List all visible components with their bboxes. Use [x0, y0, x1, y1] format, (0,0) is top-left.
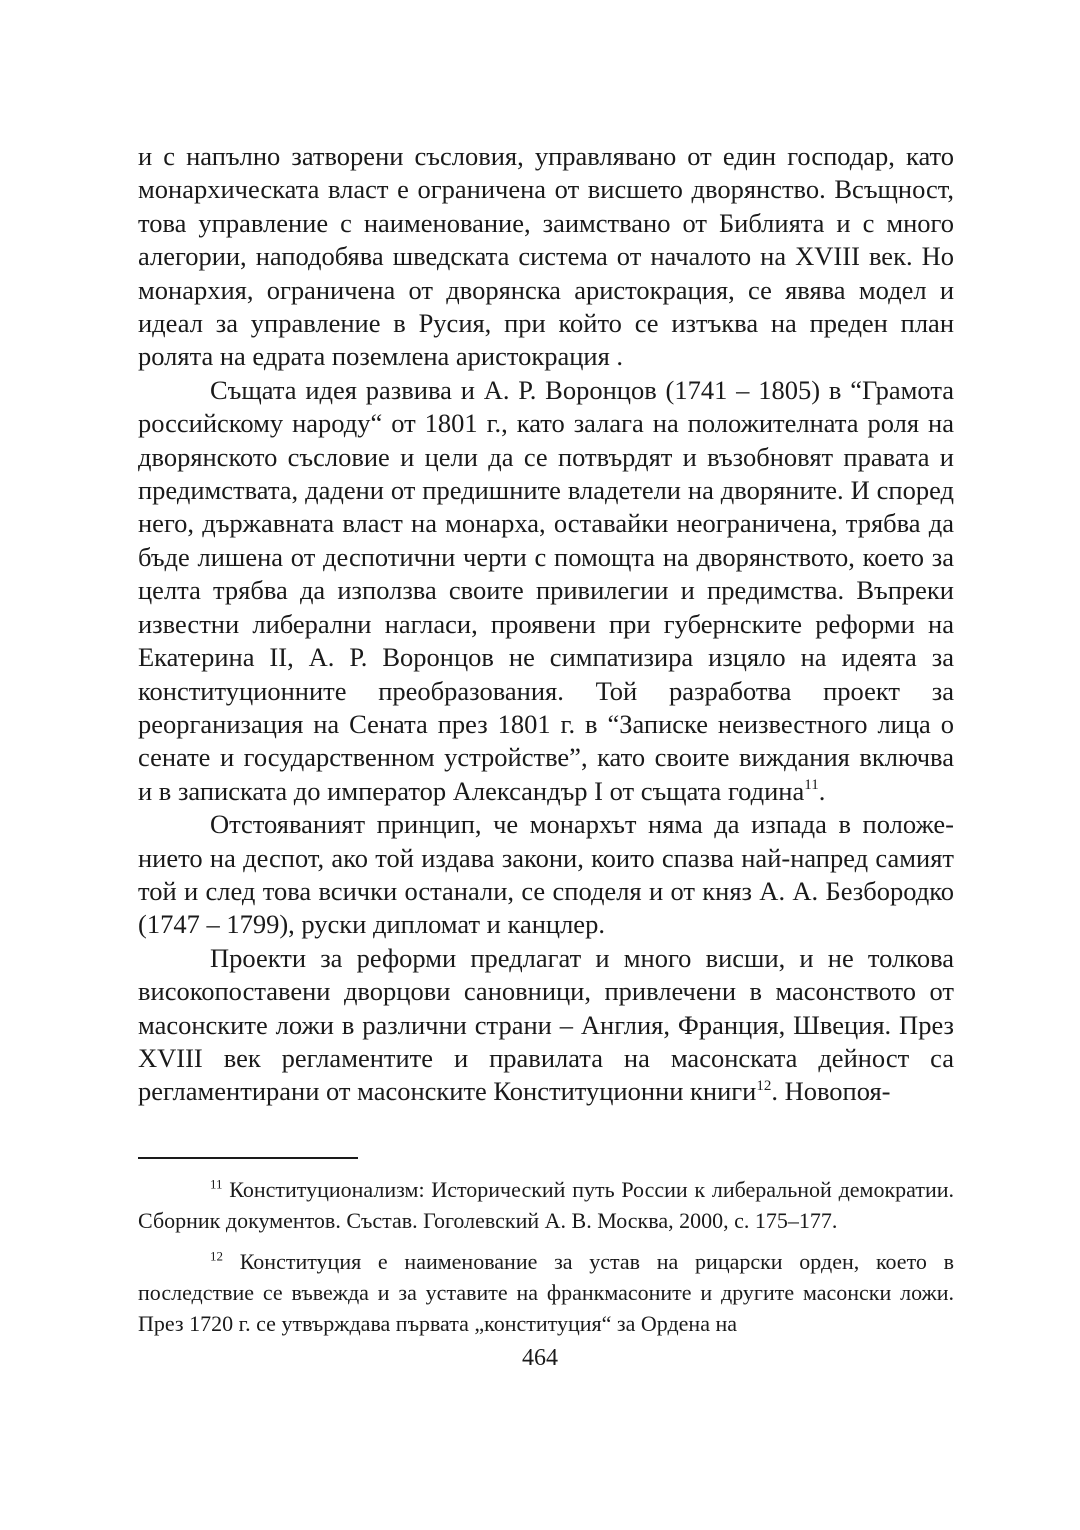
footnote-ref-12[interactable]: 12 [756, 1077, 772, 1094]
footnote-ref-11[interactable]: 11 [804, 776, 819, 793]
paragraph-4-end: . Новопоя- [771, 1076, 891, 1107]
page-number: 464 [522, 1345, 558, 1371]
footnote-11 [138, 1174, 954, 1236]
body-text [138, 140, 954, 1109]
footnote-12 [138, 1246, 954, 1339]
paragraph-1 [138, 140, 954, 374]
footnote-11-number: 11 [210, 1176, 223, 1192]
paragraph-2 [138, 374, 954, 808]
paragraph-4-text: Проекти за реформи предлагат и много висши, и не толкова високопоставени дворцови сановници, привлечени в масонството от масонските ложи в различни страни – Англия, Франция, Швеция. През XVIII век регламентите и правилата на масонската дейност са регламентирани от масонските Конституционни книги [138, 942, 954, 1107]
footnote-12-number: 12 [210, 1248, 223, 1264]
footnote-12-text: Конституция е наименование за устав на рицарски орден, което в последствие се въвежда и за уставите на франкмасоните и другите масонски ложи. През 1720 г. се утвърждава първата „конституция“ за Ордена на [138, 1249, 954, 1336]
footnotes [138, 1174, 954, 1349]
footnote-11-text: Конституционализм: Исторический путь России к либеральной демократии. Сборник документов. Състав. Гоголевский А. В. Москва, 2000, с. 175–177. [138, 1177, 954, 1233]
paragraph-2-end: . [818, 775, 826, 806]
paragraph-3-text: Отстояваният принцип, че монархът няма да изпада в положението на деспот, ако той издава закони, които спазва най-напред самият той и след това всички останали, се споделя и от княз А. А. Безбородко (1747 – 1799), руски дипломат и канцлер. [138, 809, 954, 940]
paragraph-4 [138, 942, 954, 1109]
paragraph-2-text: Същата идея развива и А. Р. Воронцов (1741 – 1805) в “Грамота российскому народу“ от 1801 г., като залага на положителната роля на дворянското съсловие и цели да се потвърдят и възобновят правата и предимствата, дадени от предишните владетели на дворяните. И според него, държавната власт на монарха, оставайки неограничена, трябва да бъде лишена от деспотични черти с помощта на дворянството, което за целта трябва да използва своите привилегии и предимства. Въпреки известни либерални нагласи, проявени при губернските реформи на Екатерина II, А. Р. Воронцов не симпатизира изцяло на идеята за конституционните преобразования. Той разработва проект за реорганизация на Сената през 1801 г. в “Записке неизвестного лица о сенате и государственном устройстве”, като своите виждания включва и в записката до император Александър I от същата година [138, 374, 954, 806]
paragraph-1-text: и с напълно затворени съсловия, управлявано от един господар, като монархическата власт е ограничена от висшето дворянство. Всъщност, това управление с наименование, заимствано от Библията и с много алегории, наподобява шведската система от началото на XVIII век. Но монархия, ограничена от дворянска аристокрация, се явява модел и идеал за управление в Русия, при който се изтъква на преден план ролята на едрата поземлена аристокрация . [138, 141, 954, 372]
footnote-separator [138, 1157, 358, 1159]
paragraph-3 [138, 808, 954, 942]
